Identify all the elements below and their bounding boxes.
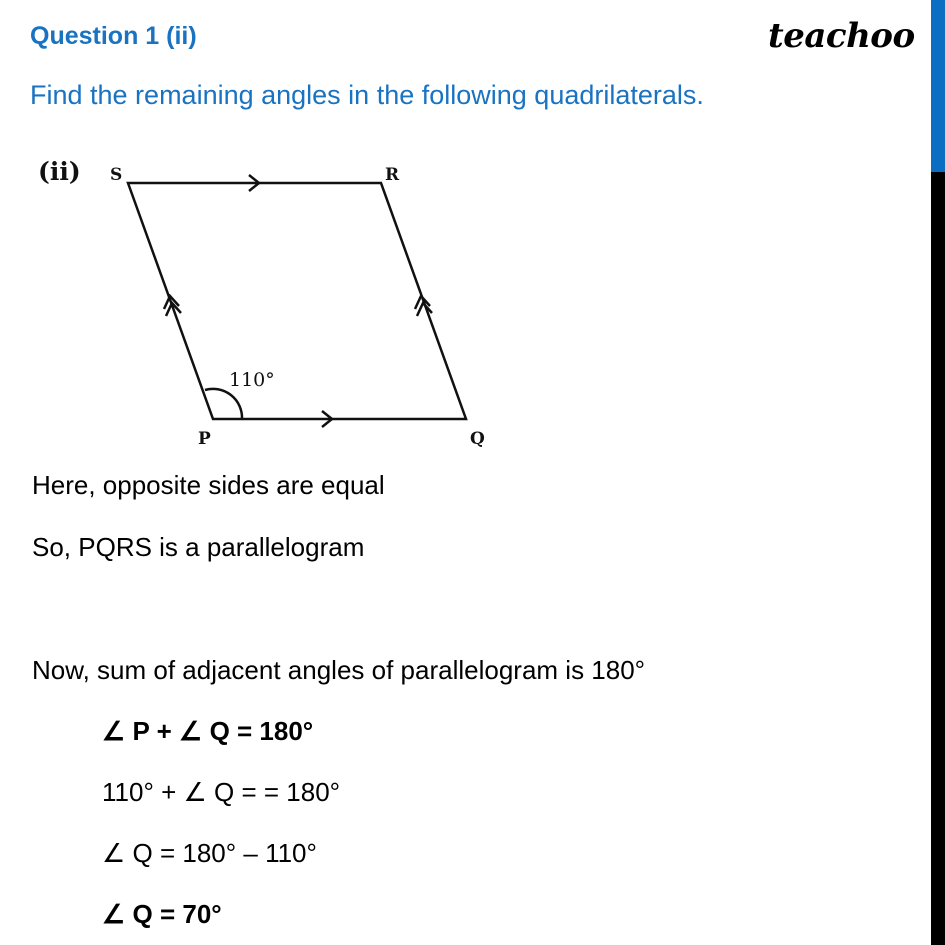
solution-line-3: Now, sum of adjacent angles of parallelogram is 180°: [32, 655, 646, 685]
vertex-r: R: [385, 165, 400, 185]
equation-4-answer: ∠ Q = 70°: [102, 899, 222, 929]
equation-1: ∠ P + ∠ Q = 180°: [102, 716, 314, 746]
equation-2: 110° + ∠ Q = = 180°: [102, 777, 341, 807]
question-title: Question 1 (ii): [30, 22, 197, 50]
angle-label: 110°: [229, 369, 275, 391]
side-bar-accent: [931, 0, 945, 172]
double-arrow-qr: [415, 296, 432, 316]
part-label: (ii): [38, 157, 81, 186]
vertex-p: P: [198, 429, 211, 449]
equation-3: ∠ Q = 180° – 110°: [102, 838, 317, 868]
solution-line-2: So, PQRS is a parallelogram: [32, 532, 365, 562]
parallelogram-figure: [0, 140, 530, 460]
side-bar: [931, 172, 945, 945]
teachoo-logo: teachoo: [768, 16, 915, 56]
question-prompt: Find the remaining angles in the following quadrilaterals.: [30, 80, 704, 110]
vertex-q: Q: [470, 429, 485, 449]
solution-line-1: Here, opposite sides are equal: [32, 470, 385, 500]
vertex-s: S: [110, 165, 123, 185]
parallelogram-pqrs: [128, 183, 466, 419]
